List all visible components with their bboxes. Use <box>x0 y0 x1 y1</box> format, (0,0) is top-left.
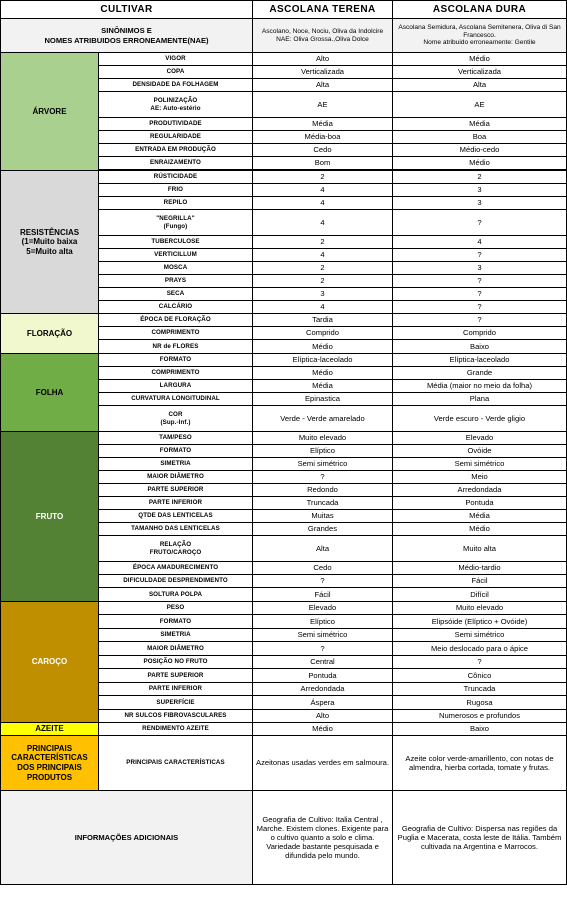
terena-value: Tardia <box>253 314 393 327</box>
attr-label: TUBERCULOSE <box>99 236 253 249</box>
dura-value: Semi simétrico <box>393 629 567 642</box>
terena-value: 2 <box>253 236 393 249</box>
synonyms-label <box>1 19 253 53</box>
attr-label: FORMATO <box>99 354 253 367</box>
attr-label: SIMETRIA <box>99 458 253 471</box>
attr-label: DENSIDADE DA FOLHAGEM <box>99 79 253 92</box>
dura-value: Comprido <box>393 327 567 340</box>
dura-value: Verticalizada <box>393 66 567 79</box>
terena-value: Semi simétrico <box>253 629 393 642</box>
dura-value: Semi simétrico <box>393 458 567 471</box>
terena-value: Médio <box>253 367 393 380</box>
terena-value: Central <box>253 656 393 669</box>
group-floracao: FLORAÇÃO <box>1 314 99 354</box>
attr-label: REGULARIDADE <box>99 131 253 144</box>
dura-value: Pontuda <box>393 497 567 510</box>
attr-label: PRINCIPAIS CARACTERÍSTICAS <box>99 736 253 791</box>
info-label: INFORMAÇÕES ADICIONAIS <box>1 791 253 885</box>
attr-label: RENDIMENTO AZEITE <box>99 723 253 736</box>
attr-label: COMPRIMENTO <box>99 327 253 340</box>
dura-value: ? <box>393 314 567 327</box>
dura-value: Médio-tardio <box>393 562 567 575</box>
table-row <box>1 791 567 885</box>
table-row <box>1 602 567 615</box>
terena-value: Bom <box>253 157 393 170</box>
attr-label: VERTICILLUM <box>99 249 253 262</box>
attr-label-line2: FRUTO/CAROÇO <box>149 548 202 556</box>
dura-value: 3 <box>393 184 567 197</box>
attr-label: REPILO <box>99 197 253 210</box>
attr-label: ENRAIZAMENTO <box>99 157 253 170</box>
dura-synonyms-line2: Nome atribuido erroneamente: Gentile <box>423 39 536 47</box>
attr-label: PARTE INFERIOR <box>99 683 253 696</box>
dura-value: 3 <box>393 262 567 275</box>
dura-value: ? <box>393 210 567 236</box>
dura-value: ? <box>393 249 567 262</box>
terena-value: 4 <box>253 249 393 262</box>
dura-value: Alta <box>393 79 567 92</box>
dura-value: Média (maior no meio da folha) <box>393 380 567 393</box>
terena-value: Média <box>253 118 393 131</box>
terena-value: Médio <box>253 340 393 354</box>
group-principais-produtos <box>1 736 99 791</box>
dura-value: Elevado <box>393 432 567 445</box>
terena-value: Alto <box>253 710 393 723</box>
attr-label: PRODUTIVIDADE <box>99 118 253 131</box>
group-azeite: AZEITE <box>1 723 99 736</box>
terena-value: Alto <box>253 53 393 66</box>
terena-value: Elíptico <box>253 615 393 629</box>
group-resist-line2: (1=Muito baixa <box>21 237 78 247</box>
dura-value: 2 <box>393 171 567 184</box>
attr-label-line1: COR <box>168 411 183 419</box>
group-produtos-line2: CARACTERÍSTICAS <box>11 753 88 763</box>
dura-value: Médio-cedo <box>393 144 567 157</box>
terena-value: Elíptico <box>253 445 393 458</box>
terena-value: Redondo <box>253 484 393 497</box>
terena-value: Média-boa <box>253 131 393 144</box>
terena-value: 4 <box>253 301 393 314</box>
terena-value: 2 <box>253 262 393 275</box>
dura-value: 3 <box>393 197 567 210</box>
terena-value: Verticalizada <box>253 66 393 79</box>
terena-value: Cedo <box>253 144 393 157</box>
attr-label: TAM/PESO <box>99 432 253 445</box>
dura-value: Baixo <box>393 723 567 736</box>
group-caroco: CAROÇO <box>1 602 99 723</box>
dura-value: Cônico <box>393 669 567 683</box>
dura-value: Truncada <box>393 683 567 696</box>
attr-label: COMPRIMENTO <box>99 367 253 380</box>
attr-label: NR SULCOS FIBROVASCULARES <box>99 710 253 723</box>
dura-value: Muito elevado <box>393 602 567 615</box>
terena-value: Verde - Verde amarelado <box>253 406 393 432</box>
terena-value: Pontuda <box>253 669 393 683</box>
attr-label: ÉPOCA DE FLORAÇÃO <box>99 314 253 327</box>
table-row <box>1 354 567 367</box>
terena-value: ? <box>253 471 393 484</box>
dura-synonyms-line1: Ascolana Semidura, Ascolana Semitenera, Oliva di San Francesco. <box>398 23 561 39</box>
attr-label: PARTE SUPERIOR <box>99 669 253 683</box>
terena-value: Muitas <box>253 510 393 523</box>
terena-value: Alta <box>253 536 393 562</box>
dura-value: Verde escuro - Verde gligio <box>393 406 567 432</box>
dura-value: Rugosa <box>393 696 567 710</box>
attr-label: MAIOR DIÂMETRO <box>99 471 253 484</box>
dura-value: Médio <box>393 53 567 66</box>
terena-value: Arredondada <box>253 683 393 696</box>
terena-value: Grandes <box>253 523 393 536</box>
cultivar-header: CULTIVAR <box>1 1 253 19</box>
group-produtos-line1: PRINCIPAIS <box>26 743 73 753</box>
attr-label: PESO <box>99 602 253 615</box>
dura-value: Média <box>393 510 567 523</box>
group-resistencias <box>1 171 99 314</box>
table-row <box>1 314 567 327</box>
terena-value: Áspera <box>253 696 393 710</box>
attr-label: PRAYS <box>99 275 253 288</box>
attr-label <box>99 406 253 432</box>
attr-label: ENTRADA EM PRODUÇÃO <box>99 144 253 157</box>
attr-label: FRIO <box>99 184 253 197</box>
attr-label-line2: AE: Auto-estério <box>150 104 201 112</box>
attr-label: DIFICULDADE DESPRENDIMENTO <box>99 575 253 588</box>
dura-value: Numerosos e profundos <box>393 710 567 723</box>
terena-value: Elíptica-laceolado <box>253 354 393 367</box>
dura-value: Elipsóide (Elíptico + Ovóide) <box>393 615 567 629</box>
attr-label: RÚSTICIDADE <box>99 171 253 184</box>
attr-label: COPA <box>99 66 253 79</box>
attr-label: FORMATO <box>99 445 253 458</box>
attr-label <box>99 536 253 562</box>
dura-value: Ovóide <box>393 445 567 458</box>
attr-label: SIMETRIA <box>99 629 253 642</box>
attr-label: LARGURA <box>99 380 253 393</box>
group-produtos-line3: DOS PRINCIPAIS <box>17 763 82 772</box>
dura-value: Baixo <box>393 340 567 354</box>
attr-label: ÉPOCA AMADURECIMENTO <box>99 562 253 575</box>
dura-value: ? <box>393 275 567 288</box>
terena-value: Elevado <box>253 602 393 615</box>
dura-value: Média <box>393 118 567 131</box>
dura-value: Muito alta <box>393 536 567 562</box>
terena-value: AE <box>253 92 393 118</box>
group-arvore: ÁRVORE <box>1 53 99 171</box>
terena-value: 2 <box>253 171 393 184</box>
dura-header: ASCOLANA DURA <box>393 1 567 19</box>
dura-value: Arredondada <box>393 484 567 497</box>
attr-label: SUPERFÍCIE <box>99 696 253 710</box>
synonyms-label-line2: NOMES ATRIBUIDOS ERRONEAMENTE(NAE) <box>44 35 209 45</box>
attr-label: QTDE DAS LENTICELAS <box>99 510 253 523</box>
synonyms-label-line1: SINÔNIMOS E <box>101 26 152 36</box>
group-resist-line3: 5=Muito alta <box>26 246 73 256</box>
terena-value: 2 <box>253 275 393 288</box>
terena-synonyms-line2: NAE: Oliva Grossa.,Oliva Dolce <box>276 35 369 43</box>
attr-label: SECA <box>99 288 253 301</box>
attr-label <box>99 210 253 236</box>
terena-value: ? <box>253 642 393 656</box>
terena-value: 3 <box>253 288 393 301</box>
attr-label: PARTE INFERIOR <box>99 497 253 510</box>
terena-value: Alta <box>253 79 393 92</box>
dura-value: Meio <box>393 471 567 484</box>
terena-info: Geografia de Cultivo: Italia Central , Marche. Existem clones. Exigente para o cultivo quanto a solo e clima. Variedade bastante pesquisada e difundida pelo mundo. <box>253 791 393 885</box>
terena-value: Muito elevado <box>253 432 393 445</box>
attr-label: FORMATO <box>99 615 253 629</box>
dura-value: Plana <box>393 393 567 406</box>
table-header-row <box>1 1 567 19</box>
dura-value: Médio <box>393 157 567 170</box>
table-row <box>1 171 567 184</box>
table-row <box>1 736 567 791</box>
dura-value: Elíptica-laceolado <box>393 354 567 367</box>
terena-value: Epinastica <box>253 393 393 406</box>
terena-value: Azeitonas usadas verdes em salmoura. <box>253 736 393 791</box>
table-row <box>1 432 567 445</box>
attr-label: NR de FLORES <box>99 340 253 354</box>
dura-info: Geografia de Cultivo: Dispersa nas regiões da Puglia e Macerata, costa leste de Itália. Também cultivada na Argentina e Marrocos. <box>393 791 567 885</box>
attr-label-line1: "NEGRILLA" <box>156 215 195 223</box>
group-resist-line1: RESISTÊNCIAS <box>19 227 80 237</box>
dura-value: Boa <box>393 131 567 144</box>
attr-label-line2: (Fungo) <box>163 222 188 230</box>
dura-value: Azeite color verde-amarillento, con notas de almendra, hierba cortada, tomate y frutas. <box>393 736 567 791</box>
group-produtos-line4: PRODUTOS <box>26 772 73 782</box>
dura-synonyms <box>393 19 567 53</box>
synonyms-row <box>1 19 567 53</box>
attr-label <box>99 92 253 118</box>
attr-label: PARTE SUPERIOR <box>99 484 253 497</box>
dura-value: ? <box>393 301 567 314</box>
dura-value: Difícil <box>393 588 567 602</box>
terena-value: Cedo <box>253 562 393 575</box>
terena-synonyms-line1: Ascolano, Noce, Nociu, Oliva da Indolcire <box>261 27 384 35</box>
dura-value: ? <box>393 656 567 669</box>
terena-value: 4 <box>253 210 393 236</box>
attr-label: MAIOR DIÂMETRO <box>99 642 253 656</box>
attr-label-line1: RELAÇÃO <box>159 541 192 549</box>
attr-label: MOSCA <box>99 262 253 275</box>
attr-label-line1: POLINIZAÇÃO <box>153 97 198 105</box>
attr-label: CALCÁRIO <box>99 301 253 314</box>
dura-value: Médio <box>393 523 567 536</box>
terena-value: ? <box>253 575 393 588</box>
terena-value: Média <box>253 380 393 393</box>
dura-value: Meio deslocado para o ápice <box>393 642 567 656</box>
dura-value: Fácil <box>393 575 567 588</box>
table-row <box>1 53 567 66</box>
dura-value: Grande <box>393 367 567 380</box>
terena-value: Comprido <box>253 327 393 340</box>
terena-value: Truncada <box>253 497 393 510</box>
attr-label: CURVATURA LONGITUDINAL <box>99 393 253 406</box>
dura-value: AE <box>393 92 567 118</box>
terena-header: ASCOLANA TERENA <box>253 1 393 19</box>
attr-label: SOLTURA POLPA <box>99 588 253 602</box>
group-fruto: FRUTO <box>1 432 99 602</box>
terena-value: 4 <box>253 197 393 210</box>
dura-value: 4 <box>393 236 567 249</box>
attr-label: TAMANHO DAS LENTICELAS <box>99 523 253 536</box>
terena-synonyms <box>253 19 393 53</box>
terena-value: Semi simétrico <box>253 458 393 471</box>
group-folha: FOLHA <box>1 354 99 432</box>
table-row <box>1 723 567 736</box>
terena-value: 4 <box>253 184 393 197</box>
attr-label: VIGOR <box>99 53 253 66</box>
attr-label: POSIÇÃO NO FRUTO <box>99 656 253 669</box>
terena-value: Médio <box>253 723 393 736</box>
terena-value: Fácil <box>253 588 393 602</box>
attr-label-line2: (Sup.-Inf.) <box>160 418 191 426</box>
dura-value: ? <box>393 288 567 301</box>
